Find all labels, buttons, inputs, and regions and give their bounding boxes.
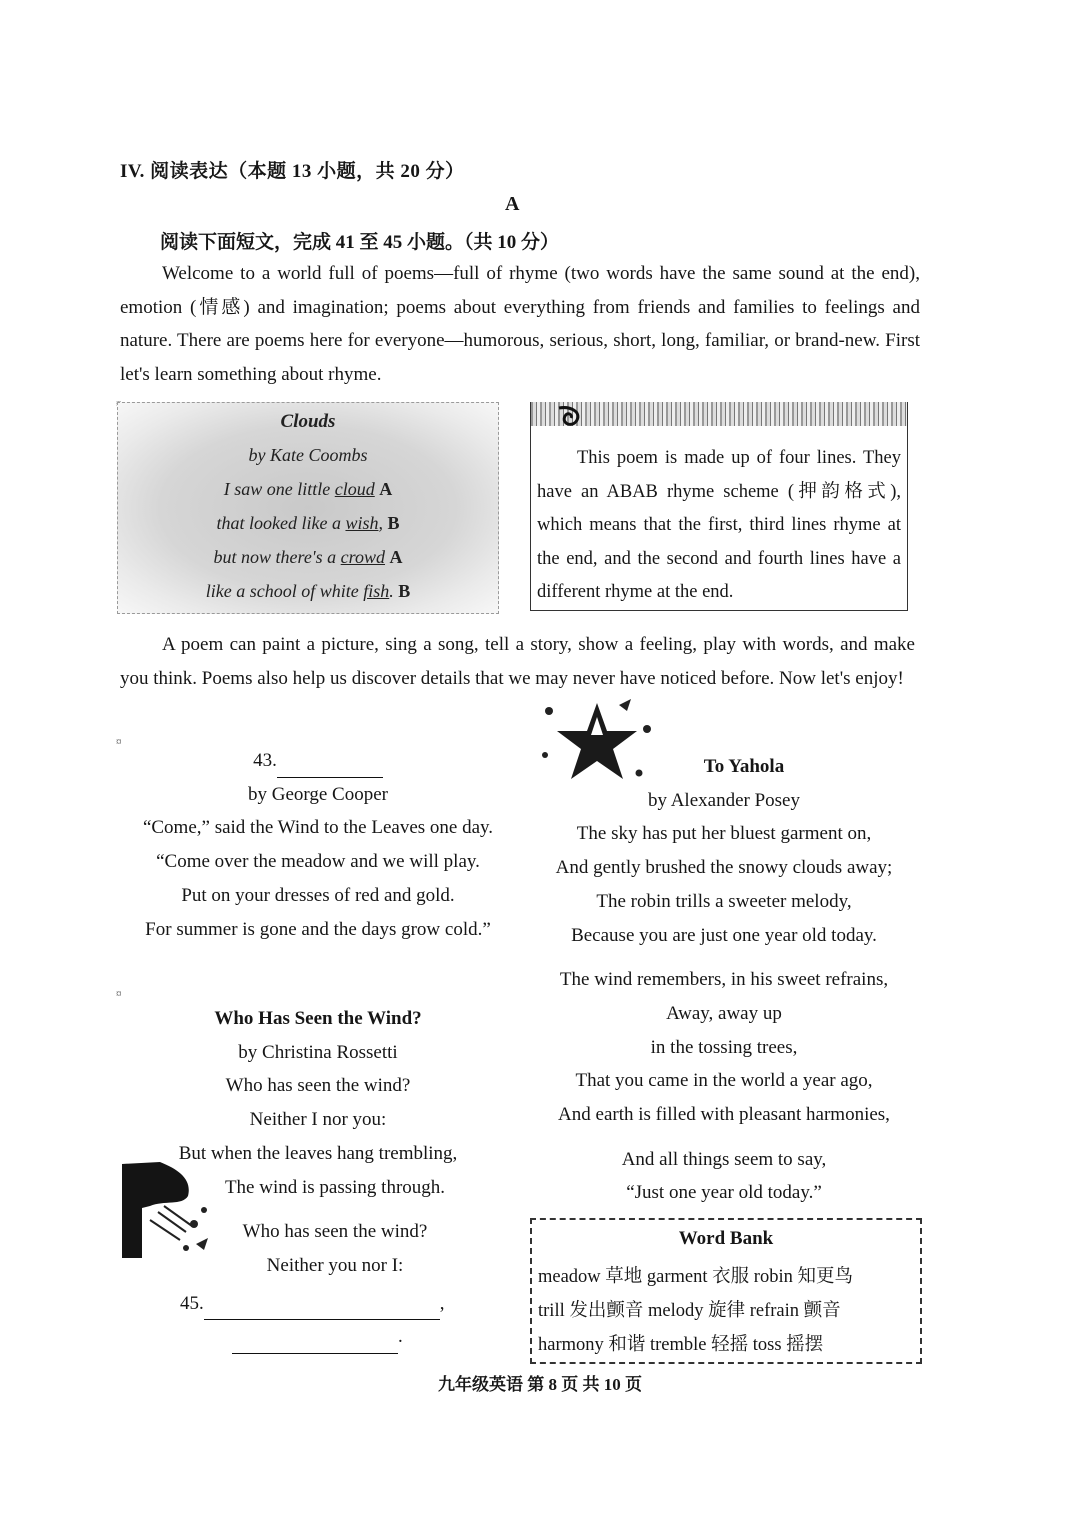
clouds-line-1: I saw one little cloud A — [223, 479, 393, 499]
wind-line: Who has seen the wind? — [242, 1221, 428, 1243]
word-bank — [530, 1218, 922, 1364]
wind-line: Who has seen the wind? — [225, 1075, 411, 1097]
poem-43-line: “Come,” said the Wind to the Leaves one day. — [142, 817, 494, 839]
paragraph-2: A poem can paint a picture, sing a song, tell a story, show a feeling, play with words, and make you think. Poems also help us discover details that we may never have noticed before. Now let's enjoy! — [120, 634, 915, 689]
word-bank-row: meadow 草地 garment 衣服 robin 知更鸟 — [538, 1267, 853, 1287]
yahola-line: And earth is filled with pleasant harmonies, — [558, 1104, 890, 1126]
yahola-line: And gently brushed the snowy clouds away; — [555, 857, 893, 879]
margin-mark: ¤ — [116, 988, 122, 1000]
wind-author: by Christina Rossetti — [238, 1041, 398, 1063]
margin-mark: ¤ — [116, 736, 122, 748]
poem-43 — [118, 744, 518, 946]
yahola-author: by Alexander Posey — [648, 789, 800, 811]
wind-line: But when the leaves hang trembling, — [178, 1142, 458, 1164]
poem-43-author: by George Cooper — [247, 783, 388, 805]
yahola-line: The sky has put her bluest garment on, — [576, 823, 872, 845]
yahola-line: in the tossing trees, — [650, 1036, 798, 1058]
answer-blank-43[interactable] — [277, 755, 383, 778]
wind-line: Neither I nor you: — [249, 1109, 387, 1131]
rhyme-explanation: This poem is made up of four lines. They have an ABAB rhyme scheme (押韵格式), which means that the first, third lines rhyme at the end, and the second and fourth lines have a different rhyme at the end. — [537, 448, 901, 602]
section-title: IV. 阅读表达（本题 13 小题，共 20 分） — [120, 161, 465, 182]
poem-43-line: For summer is gone and the days grow cold.” — [145, 918, 491, 940]
answer-blank-45b[interactable] — [232, 1331, 398, 1354]
clouds-line-4: like a school of white fish. B — [205, 581, 411, 601]
wind-title: Who Has Seen the Wind? — [214, 1008, 422, 1029]
yahola-line: The robin trills a sweeter melody, — [596, 890, 852, 912]
yahola-line: And all things seem to say, — [621, 1148, 827, 1170]
yahola-line: Because you are just one year old today. — [571, 924, 877, 946]
word-bank-row: harmony 和谐 tremble 轻摇 toss 摇摆 — [538, 1335, 824, 1355]
answer-line-45b: . — [118, 1320, 518, 1354]
instruction: 阅读下面短文，完成 41 至 45 小题。（共 10 分） — [160, 232, 560, 253]
word-bank-title: Word Bank — [678, 1228, 774, 1249]
intro-paragraph — [120, 257, 920, 392]
yahola-line: Away, away up — [666, 1002, 782, 1024]
poem-43-line: “Come over the meadow and we will play. — [156, 851, 480, 873]
wind-line: Neither you nor I: — [266, 1254, 404, 1276]
clouds-poem-box — [117, 402, 499, 614]
intro-text: Welcome to a world full of poems—full of rhyme (two words have the same sound at the end), emotion (情感) and imagination; poems about everything from friends and families to feelings and nature. There are poems here for everyone—humorous, serious, short, long, familiar, or brand-new. First let's learn something about rhyme. — [120, 263, 920, 386]
part-label: A — [505, 193, 520, 215]
wind-line: The wind is passing through. — [224, 1176, 446, 1198]
rhyme-explanation-box — [530, 402, 908, 611]
yahola-line: The wind remembers, in his sweet refrains, — [559, 969, 889, 991]
yahola-line: That you came in the world a year ago, — [575, 1070, 873, 1092]
poem-yahola — [530, 750, 918, 1210]
clouds-author: by Kate Coombs — [248, 445, 368, 465]
clouds-title: Clouds — [280, 411, 336, 432]
clouds-line-3: but now there's a crowd A — [213, 547, 403, 567]
poem-43-title-line: 43. — [118, 744, 518, 778]
clouds-line-2: that looked like a wish, B — [216, 513, 400, 533]
windy-tree-icon — [120, 1160, 220, 1260]
yahola-line: “Just one year old today.” — [626, 1182, 822, 1204]
yahola-title: To Yahola — [703, 756, 785, 777]
paperclip-icon — [551, 404, 591, 434]
answer-blank-45a[interactable] — [204, 1297, 440, 1320]
poem-43-line: Put on your dresses of red and gold. — [181, 884, 455, 906]
word-bank-row: trill 发出颤音 melody 旋律 refrain 颤音 — [538, 1301, 841, 1321]
page-footer: 九年级英语 第 8 页 共 10 页 — [438, 1375, 642, 1394]
answer-line-45: 45. , — [118, 1287, 518, 1321]
